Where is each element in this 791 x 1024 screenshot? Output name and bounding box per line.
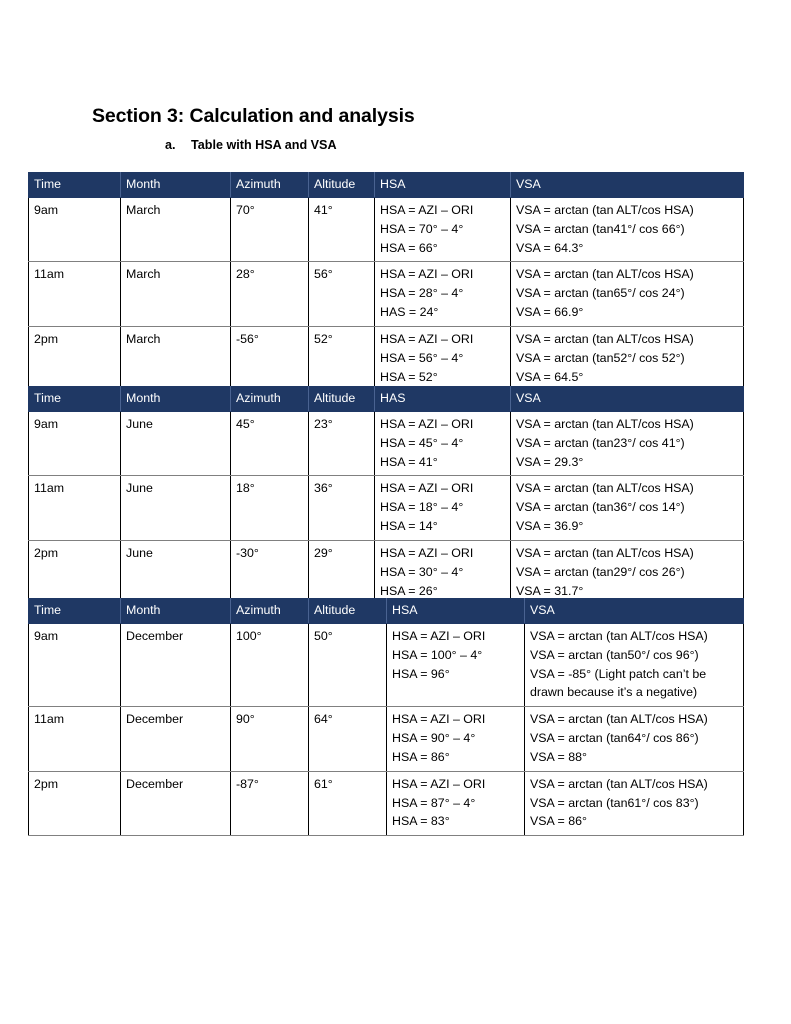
cell-azimuth: 18° xyxy=(231,476,309,541)
hsa-line: HSA = 26° xyxy=(380,583,438,598)
cell-azimuth: 28° xyxy=(231,262,309,327)
hsa-line: HSA = AZI – ORI xyxy=(392,628,486,643)
vsa-line: VSA = arctan (tan29°/ cos 26°) xyxy=(516,564,685,579)
june-table xyxy=(28,386,744,605)
cell-azimuth: 100° xyxy=(231,623,309,706)
hsa-line: HSA = AZI – ORI xyxy=(380,481,474,496)
cell-vsa xyxy=(525,623,744,706)
cell-azimuth: 90° xyxy=(231,707,309,772)
cell-altitude: 56° xyxy=(309,262,375,327)
march-table xyxy=(28,172,744,391)
cell-month: March xyxy=(121,197,231,262)
hsa-line: HSA = 45° – 4° xyxy=(380,435,464,450)
column-header-azimuth: Azimuth xyxy=(231,173,309,198)
list-marker: a. xyxy=(165,138,176,152)
hsa-line: HSA = AZI – ORI xyxy=(380,416,474,431)
hsa-line: HAS = 24° xyxy=(380,305,439,320)
column-header-time: Time xyxy=(29,387,121,412)
hsa-line: HSA = AZI – ORI xyxy=(380,545,474,560)
vsa-line: VSA = 36.9° xyxy=(516,519,584,534)
vsa-line: VSA = arctan (tan ALT/cos HSA) xyxy=(530,776,708,791)
column-header-altitude: Altitude xyxy=(309,387,375,412)
cell-hsa xyxy=(375,540,511,605)
cell-month: March xyxy=(121,262,231,327)
table-row xyxy=(29,326,744,391)
cell-azimuth: -56° xyxy=(231,326,309,391)
cell-time: 9am xyxy=(29,411,121,476)
cell-altitude: 36° xyxy=(309,476,375,541)
hsa-line: HSA = AZI – ORI xyxy=(392,712,486,727)
cell-hsa xyxy=(387,771,525,836)
cell-time: 2pm xyxy=(29,771,121,836)
cell-time: 9am xyxy=(29,623,121,706)
cell-month: June xyxy=(121,476,231,541)
cell-hsa xyxy=(375,262,511,327)
vsa-line: VSA = arctan (tan65°/ cos 24°) xyxy=(516,286,685,301)
vsa-line: VSA = arctan (tan ALT/cos HSA) xyxy=(516,481,694,496)
column-header-vsa: VSA xyxy=(525,599,744,624)
cell-month: June xyxy=(121,411,231,476)
hsa-line: HSA = 56° – 4° xyxy=(380,350,464,365)
vsa-line: VSA = arctan (tan ALT/cos HSA) xyxy=(530,628,708,643)
vsa-line: VSA = arctan (tan23°/ cos 41°) xyxy=(516,435,685,450)
cell-altitude: 52° xyxy=(309,326,375,391)
cell-altitude: 41° xyxy=(309,197,375,262)
column-header-hsa: HAS xyxy=(375,387,511,412)
vsa-line: VSA = 64.3° xyxy=(516,240,584,255)
table-row xyxy=(29,197,744,262)
cell-month: June xyxy=(121,540,231,605)
cell-vsa xyxy=(511,411,744,476)
vsa-line: VSA = 29.3° xyxy=(516,454,584,469)
cell-altitude: 50° xyxy=(309,623,387,706)
cell-month: December xyxy=(121,707,231,772)
vsa-line: VSA = arctan (tan64°/ cos 86°) xyxy=(530,731,699,746)
cell-month: March xyxy=(121,326,231,391)
table-row xyxy=(29,411,744,476)
hsa-line: HSA = AZI – ORI xyxy=(380,267,474,282)
vsa-note: VSA = -85° (Light patch can’t be drawn because it’s a negative) xyxy=(530,666,707,700)
vsa-line: VSA = arctan (tan50°/ cos 96°) xyxy=(530,647,699,662)
vsa-line: VSA = 86° xyxy=(530,814,587,829)
hsa-line: HSA = 86° xyxy=(392,749,450,764)
table-row xyxy=(29,262,744,327)
page-title: Section 3: Calculation and analysis xyxy=(92,105,415,128)
cell-azimuth: 45° xyxy=(231,411,309,476)
column-header-time: Time xyxy=(29,173,121,198)
column-header-azimuth: Azimuth xyxy=(231,387,309,412)
column-header-altitude: Altitude xyxy=(309,173,375,198)
hsa-line: HSA = 28° – 4° xyxy=(380,286,464,301)
vsa-line: VSA = arctan (tan ALT/cos HSA) xyxy=(516,545,694,560)
vsa-line: VSA = arctan (tan41°/ cos 66°) xyxy=(516,221,685,236)
vsa-line: VSA = arctan (tan ALT/cos HSA) xyxy=(516,267,694,282)
cell-vsa xyxy=(511,540,744,605)
cell-altitude: 61° xyxy=(309,771,387,836)
hsa-line: HSA = 70° – 4° xyxy=(380,221,464,236)
vsa-line: VSA = arctan (tan36°/ cos 14°) xyxy=(516,500,685,515)
hsa-line: HSA = AZI – ORI xyxy=(380,202,474,217)
cell-vsa xyxy=(511,262,744,327)
cell-azimuth: -87° xyxy=(231,771,309,836)
cell-month: December xyxy=(121,771,231,836)
table-row xyxy=(29,540,744,605)
vsa-line: VSA = arctan (tan ALT/cos HSA) xyxy=(516,416,694,431)
column-header-month: Month xyxy=(121,387,231,412)
vsa-line: VSA = arctan (tan61°/ cos 83°) xyxy=(530,795,699,810)
column-header-month: Month xyxy=(121,173,231,198)
hsa-line: HSA = AZI – ORI xyxy=(392,776,486,791)
cell-hsa xyxy=(375,197,511,262)
cell-time: 2pm xyxy=(29,540,121,605)
column-header-vsa: VSA xyxy=(511,173,744,198)
column-header-altitude: Altitude xyxy=(309,599,387,624)
hsa-line: HSA = 90° – 4° xyxy=(392,731,476,746)
hsa-line: HSA = AZI – ORI xyxy=(380,331,474,346)
vsa-line: VSA = 64.5° xyxy=(516,369,584,384)
table-header-row xyxy=(29,173,744,198)
hsa-line: HSA = 30° – 4° xyxy=(380,564,464,579)
list-item-label: Table with HSA and VSA xyxy=(191,138,337,152)
column-header-hsa: HSA xyxy=(375,173,511,198)
cell-time: 11am xyxy=(29,476,121,541)
cell-time: 11am xyxy=(29,707,121,772)
vsa-line: VSA = arctan (tan52°/ cos 52°) xyxy=(516,350,685,365)
december-table xyxy=(28,598,744,836)
hsa-line: HSA = 96° xyxy=(392,666,450,681)
table-header-row xyxy=(29,599,744,624)
cell-azimuth: -30° xyxy=(231,540,309,605)
vsa-line: VSA = 88° xyxy=(530,749,587,764)
hsa-line: HSA = 83° xyxy=(392,814,450,829)
column-header-hsa: HSA xyxy=(387,599,525,624)
table-row xyxy=(29,476,744,541)
column-header-month: Month xyxy=(121,599,231,624)
cell-vsa xyxy=(525,707,744,772)
vsa-line: VSA = 31.7° xyxy=(516,583,584,598)
hsa-line: HSA = 66° xyxy=(380,240,438,255)
hsa-line: HSA = 41° xyxy=(380,454,438,469)
cell-vsa xyxy=(525,771,744,836)
vsa-line: VSA = 66.9° xyxy=(516,305,584,320)
cell-time: 9am xyxy=(29,197,121,262)
cell-altitude: 29° xyxy=(309,540,375,605)
cell-hsa xyxy=(387,623,525,706)
table-row xyxy=(29,771,744,836)
column-header-azimuth: Azimuth xyxy=(231,599,309,624)
table-row xyxy=(29,623,744,706)
cell-altitude: 23° xyxy=(309,411,375,476)
table-header-row xyxy=(29,387,744,412)
cell-time: 2pm xyxy=(29,326,121,391)
vsa-line: VSA = arctan (tan ALT/cos HSA) xyxy=(530,712,708,727)
hsa-line: HSA = 87° – 4° xyxy=(392,795,476,810)
cell-time: 11am xyxy=(29,262,121,327)
hsa-line: HSA = 14° xyxy=(380,519,438,534)
cell-hsa xyxy=(375,411,511,476)
cell-hsa xyxy=(375,326,511,391)
cell-vsa xyxy=(511,326,744,391)
cell-altitude: 64° xyxy=(309,707,387,772)
table-row xyxy=(29,707,744,772)
vsa-line: VSA = arctan (tan ALT/cos HSA) xyxy=(516,202,694,217)
column-header-time: Time xyxy=(29,599,121,624)
cell-hsa xyxy=(375,476,511,541)
cell-hsa xyxy=(387,707,525,772)
cell-vsa xyxy=(511,476,744,541)
hsa-line: HSA = 18° – 4° xyxy=(380,500,464,515)
cell-azimuth: 70° xyxy=(231,197,309,262)
hsa-line: HSA = 52° xyxy=(380,369,438,384)
list-item-a xyxy=(165,138,337,152)
column-header-vsa: VSA xyxy=(511,387,744,412)
cell-month: December xyxy=(121,623,231,706)
vsa-line: VSA = arctan (tan ALT/cos HSA) xyxy=(516,331,694,346)
hsa-line: HSA = 100° – 4° xyxy=(392,647,483,662)
cell-vsa xyxy=(511,197,744,262)
